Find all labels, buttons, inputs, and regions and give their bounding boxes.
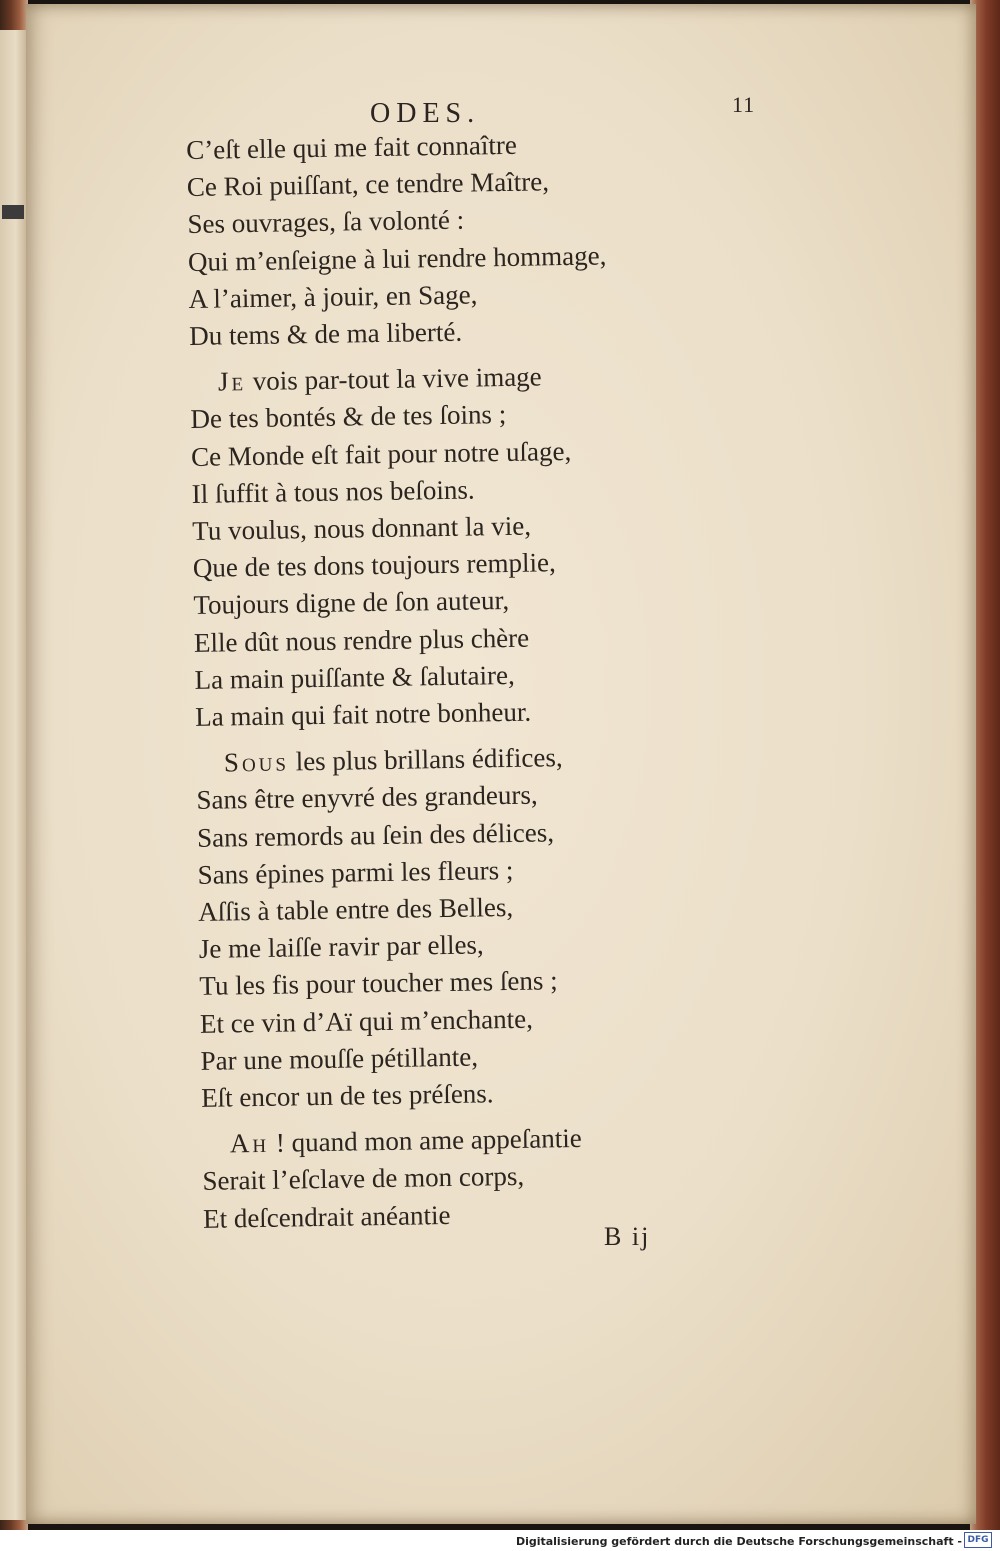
poem-line-rest: vois par-tout la vive image xyxy=(245,361,542,397)
poem-text xyxy=(186,124,683,1237)
page-number: 11 xyxy=(732,92,756,117)
running-head: ODES. xyxy=(370,98,481,129)
poem-line: Ses ouvrages, ſa volonté : xyxy=(187,205,465,240)
funding-credit: Digitalisierung gefördert durch die Deutsche Forschungsgemeinschaft - xyxy=(515,1535,962,1548)
poem-line: A l’aimer, à jouir, en Sage, xyxy=(188,279,478,314)
poem-line: Je me laiſſe ravir par elles, xyxy=(198,929,484,965)
stanza-lead-word: Sous xyxy=(223,746,290,778)
poem-line: Sans être enyvré des grandeurs, xyxy=(196,780,538,816)
poem-line: Ce Monde eſt fait pour notre uſage, xyxy=(190,435,572,472)
poem-line: Qui m’enſeigne à lui rendre hommage, xyxy=(187,240,607,277)
poem-line: Sans remords au ſein des délices, xyxy=(196,816,555,853)
poem-line: Par une mouſſe pétillante, xyxy=(200,1041,479,1076)
poem-line: Et ce vin d’Aï qui m’enchante, xyxy=(199,1003,534,1039)
poem-line: C’eſt elle qui me fait connaître xyxy=(186,129,518,165)
facing-page-mark xyxy=(2,205,24,219)
signature-mark: B ij xyxy=(604,1222,651,1251)
poem-line: Ce Roi puiſſant, ce tendre Maître, xyxy=(186,166,550,203)
poem-line: La main puiſſante & ſalutaire, xyxy=(194,659,515,695)
poem-line: Et deſcendrait anéantie xyxy=(202,1199,451,1234)
funding-footer xyxy=(0,1530,1000,1551)
poem-line: Tu voulus, nous donnant la vie, xyxy=(192,510,532,546)
poem-line: Eſt encor un de tes préſens. xyxy=(200,1078,494,1113)
poem-line: De tes bontés & de tes ſoins ; xyxy=(190,399,507,435)
poem-line: Serait l’eſclave de mon corps, xyxy=(202,1161,525,1197)
poem-line: Sans épines parmi les fleurs ; xyxy=(197,854,514,890)
poem-line-rest: les plus brillans édifices, xyxy=(288,742,563,777)
dfg-logo-icon[interactable]: DFG xyxy=(964,1532,992,1548)
poem-line: Que de tes dons toujours remplie, xyxy=(192,547,556,584)
poem-line: Toujours digne de ſon auteur, xyxy=(193,585,510,621)
poem-line: La main qui fait notre bonheur. xyxy=(194,696,532,732)
poem-line-rest: ! quand mon ame appeſantie xyxy=(268,1123,582,1159)
stanza-lead-word: Ah xyxy=(229,1128,270,1159)
poem-line: Tu les fis pour toucher mes ſens ; xyxy=(199,965,558,1002)
stanza-lead-word: Je xyxy=(217,366,247,397)
poem-line: Il ſuffit à tous nos beſoins. xyxy=(191,474,475,509)
poem-line: Aſſis à table entre des Belles, xyxy=(198,892,514,927)
poem-line: Du tems & de ma liberté. xyxy=(188,316,463,351)
facing-page-edge xyxy=(0,30,27,1520)
poem-line: Elle dût nous rendre plus chère xyxy=(193,622,530,658)
